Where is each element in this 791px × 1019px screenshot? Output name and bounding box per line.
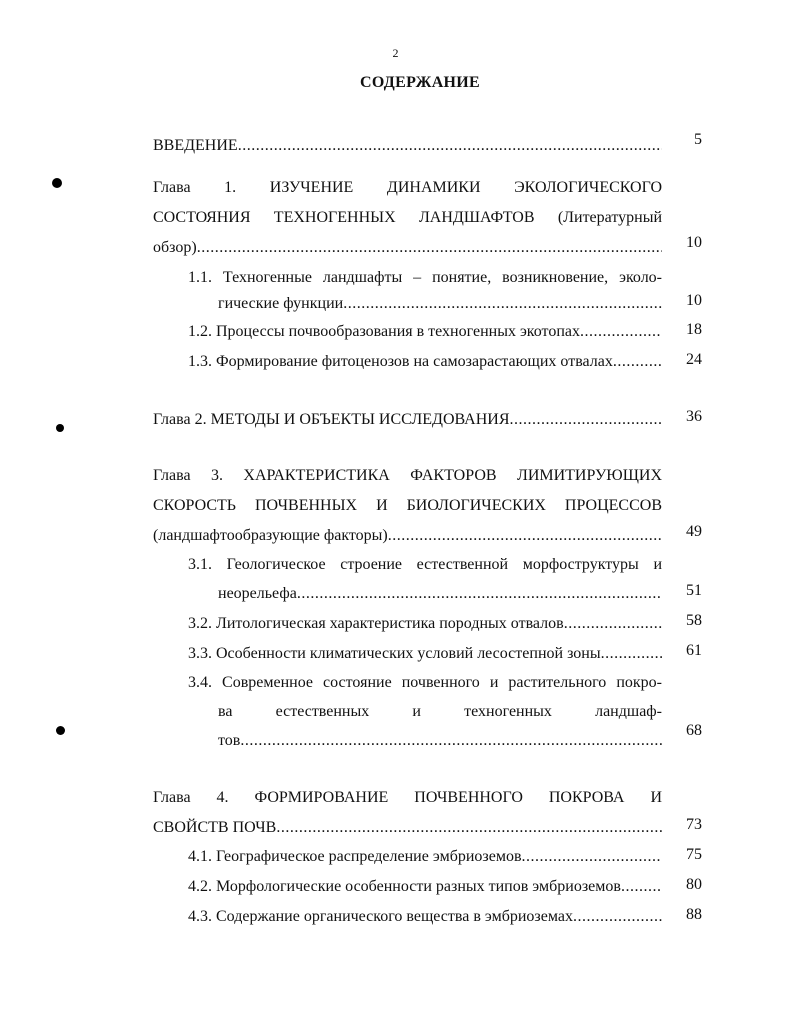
scan-speck-mark xyxy=(56,424,64,432)
toc-section-4-2[interactable]: 4.2. Морфологические особенности разных типов эмбриоземов ..... xyxy=(188,877,662,897)
toc-section-1-2[interactable]: 1.2. Процессы почвообразования в техногенных экотопах ..... xyxy=(188,322,662,342)
toc-page-1-2: 18 xyxy=(686,321,702,338)
toc-page-3-2: 58 xyxy=(686,612,702,629)
toc-section-3-1-line-2[interactable]: неорельефа ..... xyxy=(218,584,662,604)
toc-section-3-1-line-1[interactable]: 3.1. Геологическое строение естественной морфоструктуры и xyxy=(188,556,662,573)
toc-section-3-4-line-3[interactable]: тов ..... xyxy=(218,731,662,751)
toc-chapter-3-line-1[interactable]: Глава 3. ХАРАКТЕРИСТИКА ФАКТОРОВ ЛИМИТИРУЮЩИХ xyxy=(153,467,662,484)
toc-page-ch3: 49 xyxy=(686,523,702,540)
toc-page-intro: 5 xyxy=(694,131,702,148)
toc-chapter-3-line-2[interactable]: СКОРОСТЬ ПОЧВЕННЫХ И БИОЛОГИЧЕСКИХ ПРОЦЕССОВ xyxy=(153,497,662,514)
scan-speck-mark xyxy=(52,178,62,188)
toc-page-ch2: 36 xyxy=(686,408,702,425)
toc-section-4-1[interactable]: 4.1. Географическое распределение эмбриоземов ..... xyxy=(188,847,662,867)
toc-page-4-3: 88 xyxy=(686,906,702,923)
scan-speck-mark xyxy=(56,726,65,735)
toc-section-4-3[interactable]: 4.3. Содержание органического вещества в эмбриоземах ..... xyxy=(188,907,662,927)
toc-page-4-1: 75 xyxy=(686,846,702,863)
toc-section-1-1-line-2[interactable]: гические функции ..... xyxy=(218,294,662,314)
page-title: СОДЕРЖАНИЕ xyxy=(359,74,481,91)
toc-page-4-2: 80 xyxy=(686,876,702,893)
toc-entry-intro[interactable]: ВВЕДЕНИЕ ..... xyxy=(153,136,662,156)
toc-page-3-3: 61 xyxy=(686,642,702,659)
toc-chapter-1-line-3[interactable]: обзор) ..... xyxy=(153,238,662,258)
toc-page-ch4: 73 xyxy=(686,816,702,833)
toc-section-3-2[interactable]: 3.2. Литологическая характеристика породных отвалов ..... xyxy=(188,614,662,634)
toc-chapter-4-line-2[interactable]: СВОЙСТВ ПОЧВ ..... xyxy=(153,818,662,838)
toc-section-1-1-line-1[interactable]: 1.1. Техногенные ландшафты – понятие, возникновение, эколо- xyxy=(188,269,662,286)
toc-section-3-4-line-2[interactable]: ва естественных и техногенных ландшаф- xyxy=(218,703,662,720)
toc-section-3-4-line-1[interactable]: 3.4. Современное состояние почвенного и растительного покро- xyxy=(188,674,662,691)
toc-chapter-2[interactable]: Глава 2. МЕТОДЫ И ОБЪЕКТЫ ИССЛЕДОВАНИЯ ..... xyxy=(153,410,662,430)
toc-section-1-3[interactable]: 1.3. Формирование фитоценозов на самозарастающих отвалах ..... xyxy=(188,352,662,372)
toc-page-3-4: 68 xyxy=(686,722,702,739)
toc-page-3-1: 51 xyxy=(686,582,702,599)
toc-section-3-3[interactable]: 3.3. Особенности климатических условий лесостепной зоны ..... xyxy=(188,644,662,664)
toc-page-1-1: 10 xyxy=(686,292,702,309)
toc-chapter-1-line-2[interactable]: СОСТОЯНИЯ ТЕХНОГЕННЫХ ЛАНДШАФТОВ (Литературный xyxy=(153,209,662,226)
toc-chapter-4-line-1[interactable]: Глава 4. ФОРМИРОВАНИЕ ПОЧВЕННОГО ПОКРОВА И xyxy=(153,789,662,806)
toc-chapter-1-line-1[interactable]: Глава 1. ИЗУЧЕНИЕ ДИНАМИКИ ЭКОЛОГИЧЕСКОГО xyxy=(153,179,662,196)
toc-page-ch1: 10 xyxy=(686,234,702,251)
page-number: 2 xyxy=(392,46,399,60)
toc-page-1-3: 24 xyxy=(686,351,702,368)
toc-chapter-3-line-3[interactable]: (ландшафтообразующие факторы) ..... xyxy=(153,526,662,546)
